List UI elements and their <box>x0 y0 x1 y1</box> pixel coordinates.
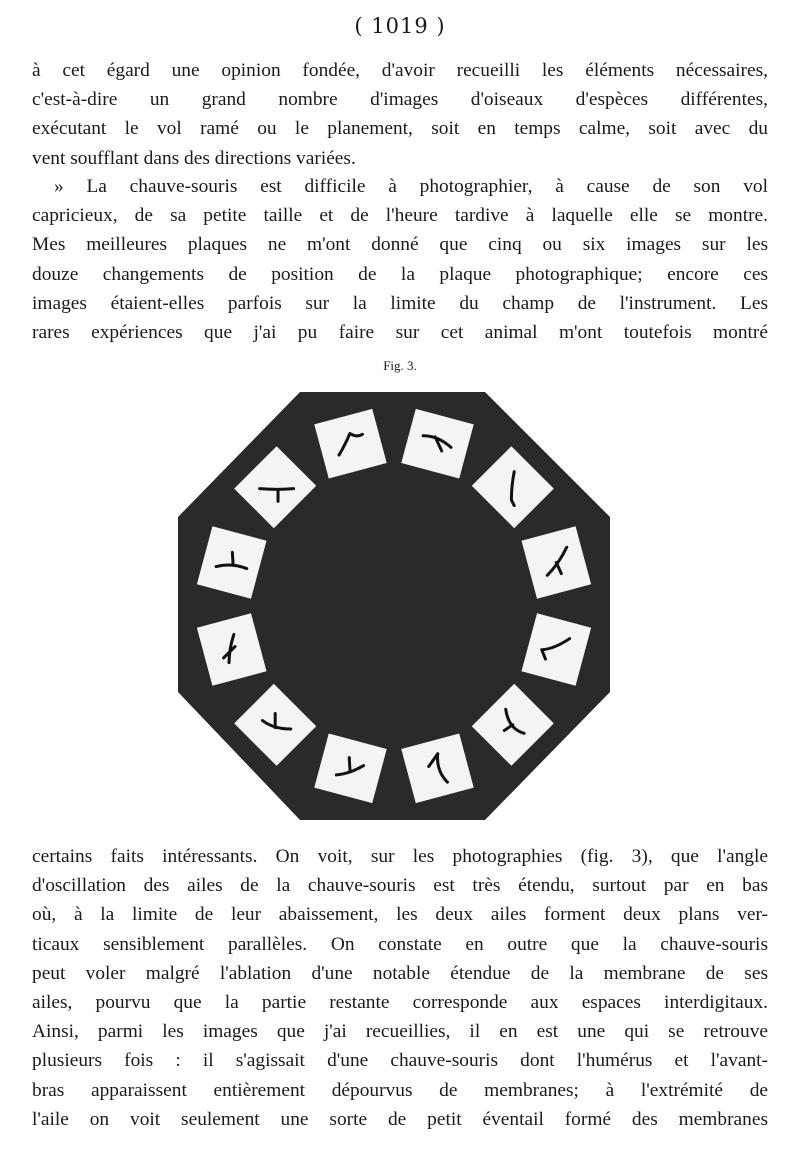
text-line: où, à la limite de leur abaissement, les deux ailes forment deux plans ver- <box>32 904 768 926</box>
text-line: rares expériences que j'ai pu faire sur cet animal m'ont toutefois montré <box>32 322 768 344</box>
text-line: certains faits intéressants. On voit, sur les photographies (fig. 3), que l'angle <box>32 846 768 867</box>
text-line: Mes meilleures plaques ne m'ont donné que cinq ou six images sur les <box>32 234 768 256</box>
bottom-paragraph <box>32 842 768 1134</box>
text-line: ailes, pourvu que la partie restante corresponde aux espaces interdigitaux. <box>32 992 768 1014</box>
second-paragraph <box>32 172 768 347</box>
text-line: images étaient-elles parfois sur la limite du champ de l'instrument. Les <box>32 292 768 314</box>
text-line: vent soufflant dans des directions variées. <box>32 147 356 169</box>
text-line: d'oscillation des ailes de la chauve-souris est très étendu, surtout par en bas <box>32 875 768 897</box>
text-line: ticaux sensiblement parallèles. On constate en outre que la chauve-souris <box>32 933 768 955</box>
text-line: plusieurs fois : il s'agissait d'une chauve-souris dont l'humérus et l'avant- <box>32 1050 768 1072</box>
text-line: peut voler malgré l'ablation d'une notable étendue de la membrane de ses <box>32 962 768 984</box>
text-line: Ainsi, parmi les images que j'ai recueillies, il en est une qui se retrouve <box>32 1021 768 1043</box>
octagonal-plate <box>178 392 610 820</box>
text-line: douze changements de position de la plaque photographique; encore ces <box>32 263 768 285</box>
text-line: c'est-à-dire un grand nombre d'images d'oiseaux d'espèces différentes, <box>32 89 768 111</box>
text-line: à cet égard une opinion fondée, d'avoir recueilli les éléments nécessaires, <box>32 60 768 81</box>
text-line: capricieux, de sa petite taille et de l'heure tardive à laquelle elle se montre. <box>32 205 768 227</box>
top-paragraph <box>32 56 768 173</box>
text-line: » La chauve-souris est difficile à photographier, à cause de son vol <box>54 176 768 197</box>
text-line: l'aile on voit seulement une sorte de petit éventail formé des membranes <box>32 1108 768 1130</box>
page-number: ( 1019 ) <box>354 14 446 38</box>
text-line: bras apparaissent entièrement dépourvus de membranes; à l'extrémité de <box>32 1079 768 1101</box>
figure-label: Fig. 3. <box>383 358 417 373</box>
photographic-plate-figure <box>170 384 615 824</box>
text-line: exécutant le vol ramé ou le planement, soit en temps calme, soit avec du <box>32 118 768 140</box>
